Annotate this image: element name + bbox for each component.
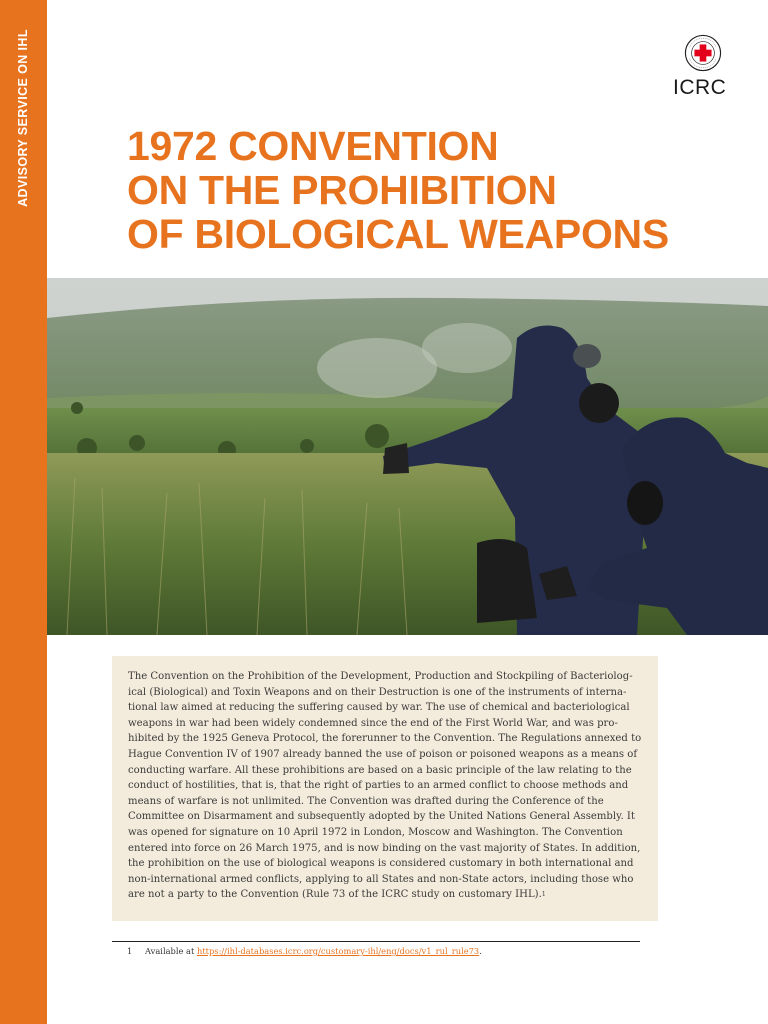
footnote-marker[interactable]: 1 [541,891,546,899]
intro-text-box [112,656,658,921]
title-line-3: OF BIOLOGICAL WEAPONS [127,211,669,257]
footnote-suffix: . [479,946,482,956]
red-cross-emblem-icon [684,34,722,72]
side-bar [0,0,47,1024]
side-label: ADVISORY SERVICE ON IHL [16,29,30,207]
cover-photo-illustration [47,278,768,635]
icrc-logo [668,32,738,102]
footnote-text [145,946,482,956]
footnote-prefix: Available at [145,946,197,956]
intro-paragraph [128,669,642,903]
cover-photo [47,278,768,635]
title-line-2: ON THE PROHIBITION [127,167,557,213]
page-title [127,124,669,256]
footnote-divider [112,941,640,942]
title-line-1: 1972 CONVENTION [127,123,499,169]
footnote-number: 1 [127,946,133,956]
logo-text: ICRC [673,76,727,99]
footnote-link[interactable]: https://ihl-databases.icrc.org/customary-ihl/eng/docs/v1_rul_rule73 [196,946,480,956]
intro-text: The Convention on the Prohibition of the Development, Production and Stockpiling of Bacteriolog-ical (Biological) and Toxin Weapons and on their Destruction is one of the instruments of interna-tional law aimed at reducing the suffering caused by war. The use of chemical and bacteriological weapons in war had been widely condemned since the end of the First World War, and was pro-hibited by the 1925 Geneva Protocol, the forerunner to the Convention. The Regulations annexed to Hague Convention IV of 1907 already banned the use of poison or poisoned weapons as a means of conducting warfare. All these prohibitions are based on a basic principle of the law relating to the conduct of hostilities, that is, that the right of parties to an armed conflict to choose methods and means of warfare is not unlimited. The Convention was drafted during the Conference of the Committee on Disarmament and subsequently adopted by the United Nations General Assembly. It was opened for signature on 10 April 1972 in London, Moscow and Washington. The Convention entered into force on 26 March 1975, and is now binding on the vast majority of States. In addition, the prohibition on the use of biological weapons is considered customary in both international and non-international armed conflicts, applying to all States and non-State actors, including those who are not a party to the Convention (Rule 73 of the ICRC study on customary IHL). [128,671,642,901]
